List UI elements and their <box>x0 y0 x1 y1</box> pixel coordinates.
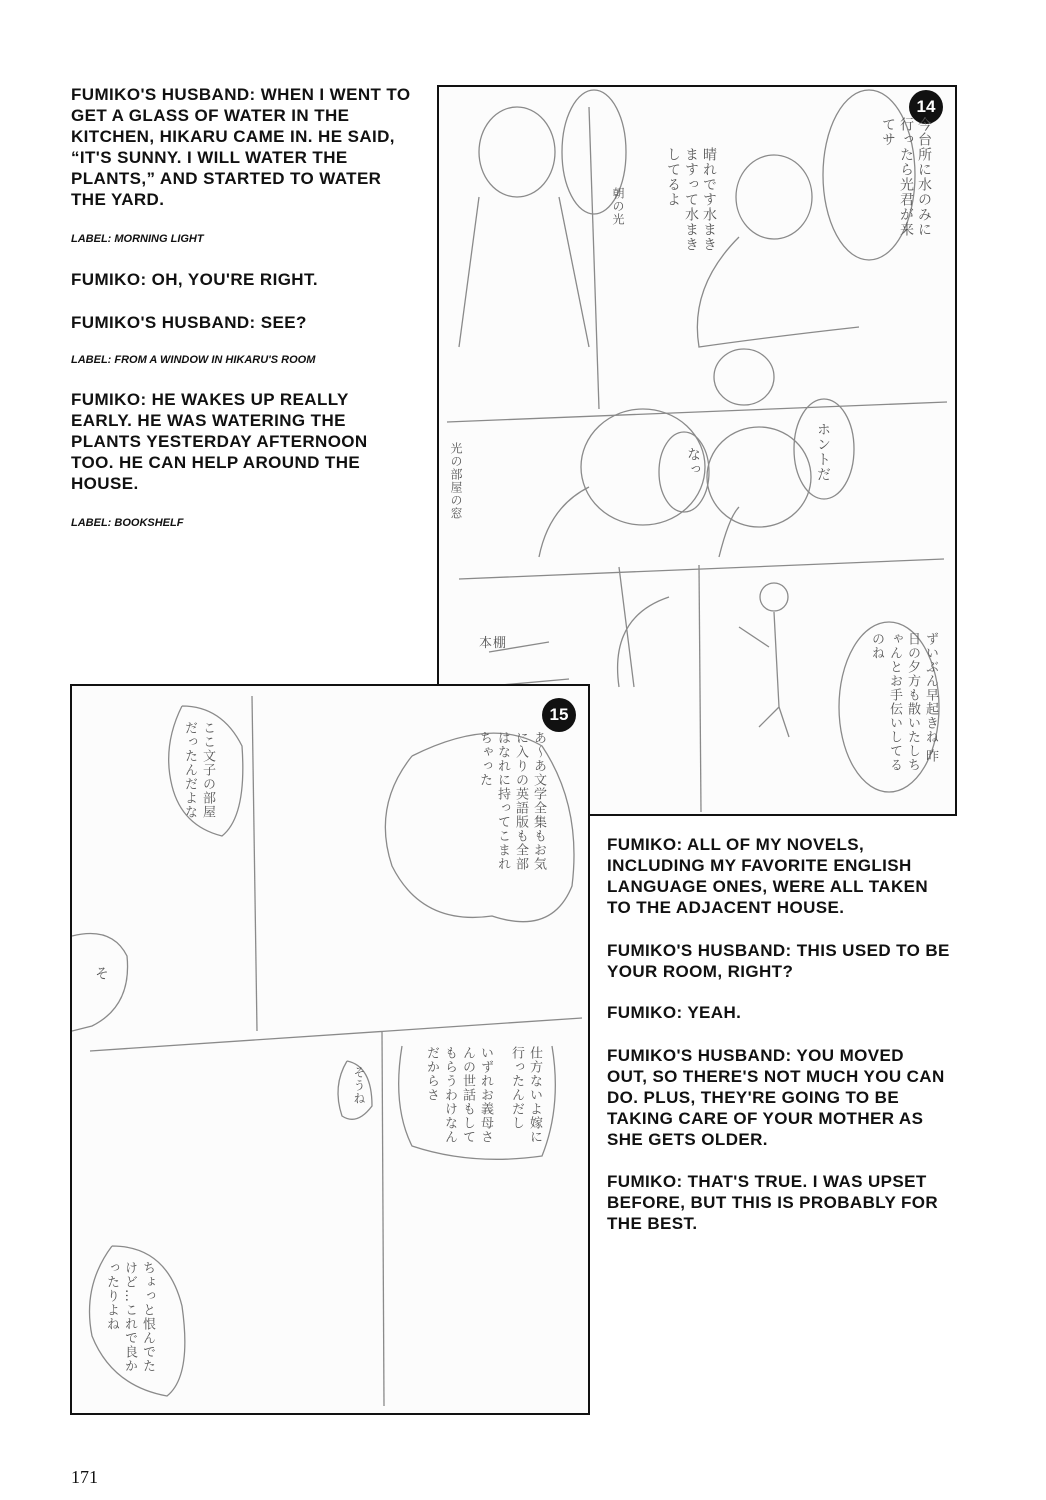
label-bookshelf: LABEL: BOOKSHELF <box>71 517 184 529</box>
page-number: 171 <box>71 1467 98 1487</box>
caption-fumiko-novels: FUMIKO: ALL OF MY NOVELS, INCLUDING MY FAVORITE ENGLISH LANGUAGE ONES, WERE ALL TAKEN TO THE ADJACENT HOUSE. <box>607 835 929 917</box>
handwriting-window: 光の部屋の窓 <box>449 442 463 520</box>
caption-husband-kitchen: FUMIKO'S HUSBAND: WHEN I WENT TO GET A GLASS OF WATER IN THE KITCHEN, HIKARU CAME IN. HE SAID, “IT'S SUNNY. I WILL WATER THE PLANTS,” AND STARTED TO WATER THE YARD. <box>71 85 411 209</box>
caption-fumiko-wakes-early: FUMIKO: HE WAKES UP REALLY EARLY. HE WAS WATERING THE PLANTS YESTERDAY AFTERNOON TOO. HE CAN HELP AROUND THE HOUSE. <box>71 390 368 493</box>
handwriting-kitchen: 今台所に水のみに行ったら光君が来てサ <box>880 117 932 237</box>
handwriting-upset: ちょっと恨んでたけど…これで良かったりよね <box>104 1261 155 1373</box>
caption-husband-see: FUMIKO'S HUSBAND: SEE? <box>71 313 307 332</box>
label-window: LABEL: FROM A WINDOW IN HIKARU'S ROOM <box>71 354 316 366</box>
handwriting-sunny: 晴れです水まきますって水まきしてるよ <box>665 147 717 252</box>
page-number-badge-14: 14 <box>909 90 943 124</box>
handwriting-bookshelf: 本棚 <box>479 636 508 651</box>
caption-husband-moved-out: FUMIKO'S HUSBAND: YOU MOVED OUT, SO THERE'S NOT MUCH YOU CAN DO. PLUS, THEY'RE GOING TO BE TAKING CARE OF YOUR MOTHER AS SHE GETS OLDER. <box>607 1046 945 1149</box>
label-morning-light: LABEL: MORNING LIGHT <box>71 233 204 245</box>
handwriting-care: いずれお義母さんの世話もしてもらうわけなんだからさ <box>424 1046 493 1144</box>
handwriting-early: ずいぶん早起きね 昨日の夕方も散いたしちゃんとお手伝いしてるのね <box>869 632 938 772</box>
handwriting-moved-out: 仕方ないよ嫁に行ったんだし <box>509 1046 542 1144</box>
handwriting-room: ここ文子の部屋だったんだよな <box>182 721 215 819</box>
storyboard-page-15 <box>70 684 590 1415</box>
caption-fumiko-yeah: FUMIKO: YEAH. <box>607 1003 742 1022</box>
handwriting-novels: あ〜あ文学全集もお気に入りの英語版も全部はなれに持ってこまれちゃった <box>477 731 546 871</box>
caption-fumiko-true: FUMIKO: THAT'S TRUE. I WAS UPSET BEFORE, BUT THIS IS PROBABLY FOR THE BEST. <box>607 1172 939 1233</box>
handwriting-morning-light: 朝の光 <box>611 187 625 226</box>
caption-fumiko-right: FUMIKO: OH, YOU'RE RIGHT. <box>71 270 319 289</box>
handwriting-see: なっ <box>685 447 701 477</box>
page-number-badge-15: 15 <box>542 698 576 732</box>
handwriting-yeah: そ <box>93 966 109 981</box>
handwriting-true: そうね <box>352 1066 366 1105</box>
handwriting-right: ホントだ <box>815 422 831 482</box>
caption-husband-your-room: FUMIKO'S HUSBAND: THIS USED TO BE YOUR ROOM, RIGHT? <box>607 941 950 981</box>
